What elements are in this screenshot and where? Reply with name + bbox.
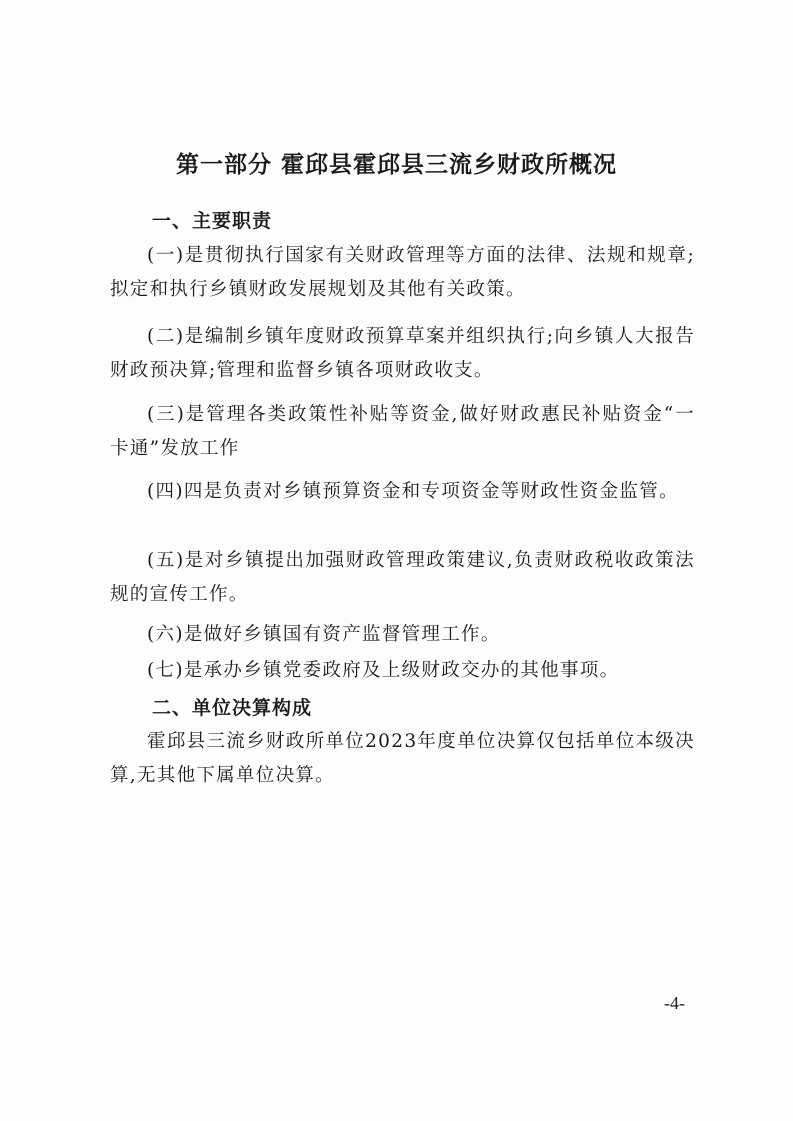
duty-item-3: (三)是管理各类政策性补贴等资金,做好财政惠民补贴资金“一卡通”发放工作 [110,404,695,459]
duty-item-7: (七)是承办乡镇党委政府及上级财政交办的其他事项。 [147,660,620,681]
section-heading-unit-composition: 二、单位决算构成 [152,697,313,719]
duty-item-5: (五)是对乡镇提出加强财政管理政策建议,负责财政税收政策法规的宣传工作。 [110,550,695,605]
page-title: 第一部分 霍邱县霍邱县三流乡财政所概况 [175,152,617,178]
duty-item-1: (一)是贯彻执行国家有关财政管理等方面的法律、法规和规章;拟定和执行乡镇财政发展规划及其他有关政策。 [110,245,695,300]
duty-item-6: (六)是做好乡镇国有资产监督管理工作。 [147,624,501,645]
page-number: -4- [664,993,685,1013]
duty-item-2: (二)是编制乡镇年度财政预算草案并组织执行;向乡镇人大报告财政预决算;管理和监督乡镇各项财政收支。 [110,326,695,381]
duty-item-4: (四)四是负责对乡镇预算资金和专项资金等财政性资金监管。 [147,481,679,502]
section-heading-main-duties: 一、主要职责 [152,210,273,232]
unit-composition-text: 霍邱县三流乡财政所单位2023年度单位决算仅包括单位本级决算,无其他下属单位决算。 [110,731,695,786]
